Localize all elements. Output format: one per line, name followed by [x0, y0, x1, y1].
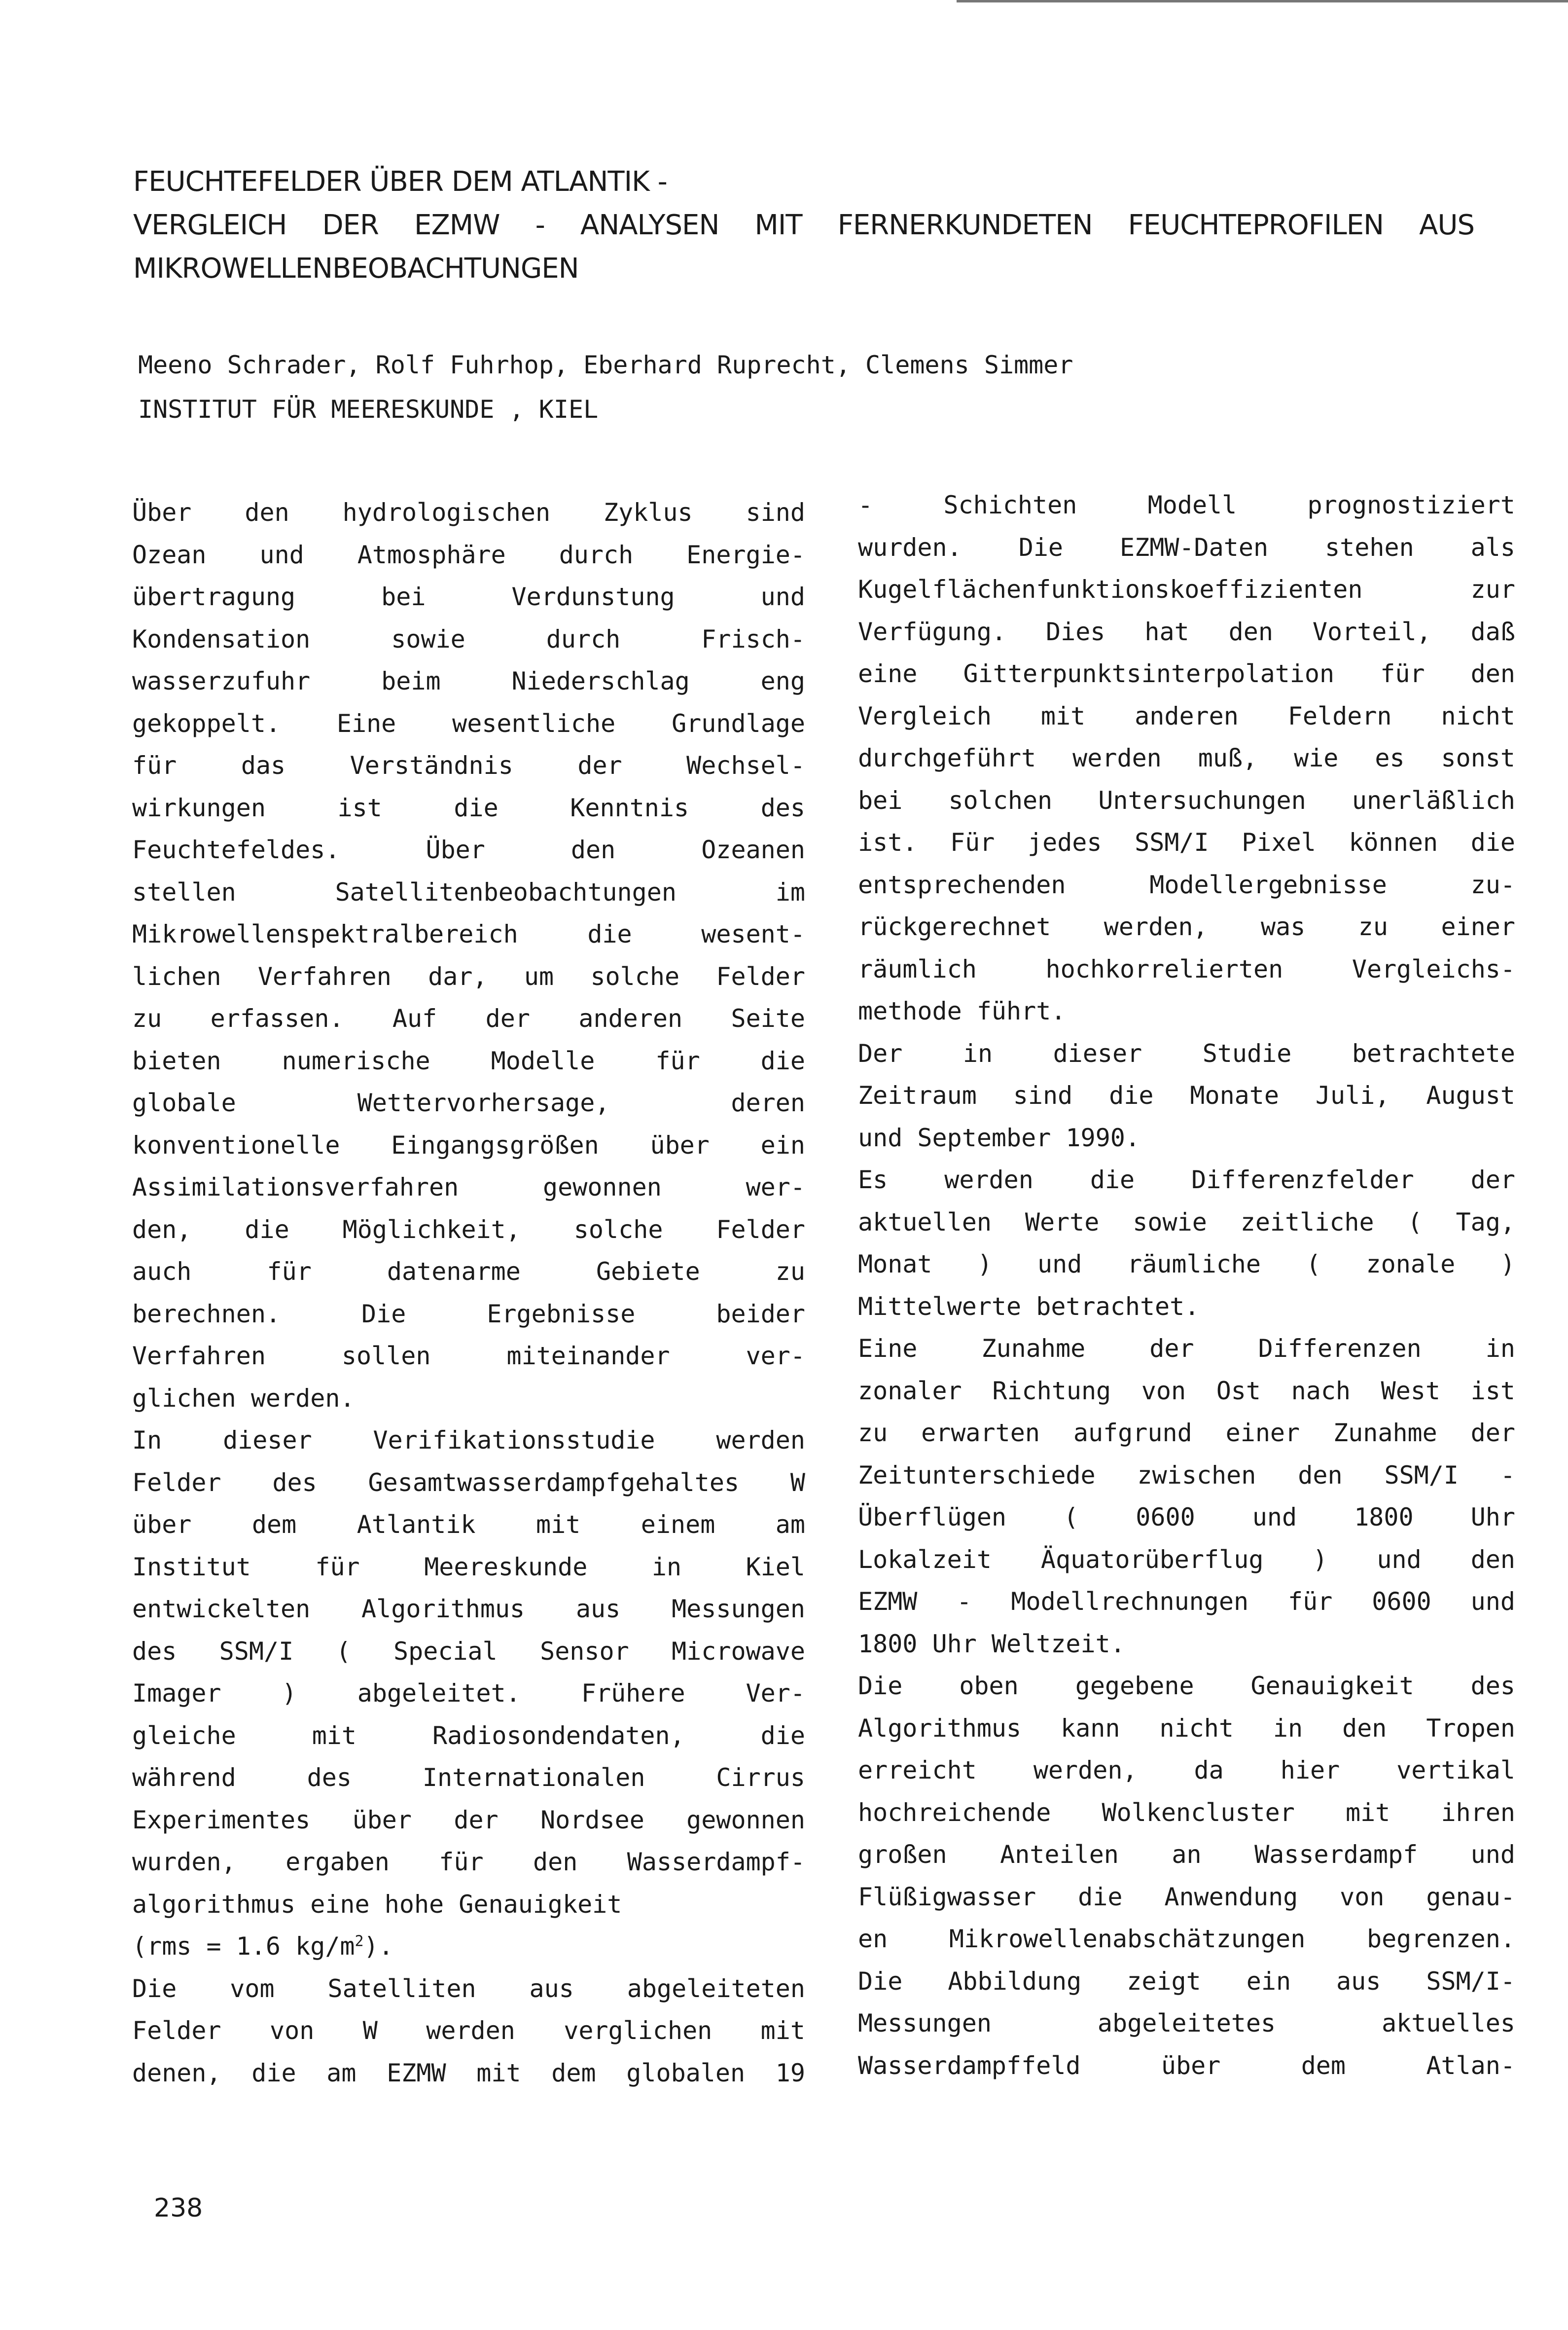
body-line: bieten numerische Modelle für die: [132, 1046, 805, 1075]
body-line: Ozean und Atmosphäre durch Energie-: [132, 540, 805, 569]
body-line: denen, die am EZMW mit dem globalen 19: [132, 2058, 805, 2087]
body-line: algorithmus eine hohe Genauigkeit: [132, 1890, 622, 1919]
body-line: en Mikrowellenabschätzungen begrenzen.: [858, 1925, 1515, 1953]
body-line: für das Verständnis der Wechsel-: [132, 751, 805, 780]
body-line: Über den hydrologischen Zyklus sind: [132, 498, 805, 527]
rms-suffix: ).: [363, 1932, 393, 1961]
body-line: Algorithmus kann nicht in den Tropen: [858, 1713, 1515, 1743]
body-line: Die oben gegebene Genauigkeit des: [858, 1672, 1515, 1700]
body-line: Kondensation sowie durch Frisch-: [132, 624, 805, 654]
author-block: [138, 343, 1073, 432]
top-rule: [957, 0, 1568, 2]
body-line: wurden. Die EZMW-Daten stehen als: [858, 533, 1515, 562]
rms-text: (rms = 1.6 kg/m: [132, 1932, 355, 1961]
page-number: 238: [154, 2193, 203, 2223]
body-line: wurden, ergaben für den Wasserdampf-: [132, 1848, 805, 1876]
body-line: räumlich hochkorrelierten Vergleichs-: [858, 954, 1515, 983]
body-line: Kugelflächenfunktionskoeffizienten zur: [858, 575, 1515, 604]
body-line: des SSM/I ( Special Sensor Microwave: [132, 1637, 805, 1666]
title-line-2: VERGLEICH DER EZMW - ANALYSEN MIT FERNERKUNDETEN FEUCHTEPROFILEN AUS: [133, 209, 1474, 241]
body-line: Felder des Gesamtwasserdampfgehaltes W: [132, 1468, 805, 1497]
body-line: Flüßigwasser die Anwendung von genau-: [858, 1882, 1515, 1911]
body-line: gekoppelt. Eine wesentliche Grundlage: [132, 709, 805, 738]
body-line: durchgeführt werden muß, wie es sonst: [858, 744, 1515, 772]
body-line: Experimentes über der Nordsee gewonnen: [132, 1805, 805, 1834]
body-line: den, die Möglichkeit, solche Felder: [132, 1215, 805, 1244]
body-line: Verfügung. Dies hat den Vorteil, daß: [858, 617, 1515, 646]
body-line: ist. Für jedes SSM/I Pixel können die: [858, 828, 1515, 857]
body-line: entsprechenden Modellergebnisse zu-: [858, 870, 1515, 899]
rms-line: [132, 1926, 805, 1968]
author-list: Meeno Schrader, Rolf Fuhrhop, Eberhard Ruprecht, Clemens Simmer: [138, 351, 1073, 379]
institution: INSTITUT FÜR MEERESKUNDE , KIEL: [138, 395, 599, 424]
body-line: Der in dieser Studie betrachtete: [858, 1039, 1515, 1068]
body-line: Felder von W werden verglichen mit: [132, 2016, 805, 2045]
body-line: eine Gitterpunktsinterpolation für den: [858, 659, 1515, 688]
body-line: und September 1990.: [858, 1123, 1140, 1152]
body-line: Eine Zunahme der Differenzen in: [858, 1334, 1515, 1363]
body-line: gleiche mit Radiosondendaten, die: [132, 1721, 805, 1750]
body-line: Feuchtefeldes. Über den Ozeanen: [132, 836, 805, 864]
body-line: Zeitunterschiede zwischen den SSM/I -: [858, 1460, 1515, 1490]
body-line: zonaler Richtung von Ost nach West ist: [858, 1376, 1515, 1405]
body-line: konventionelle Eingangsgrößen über ein: [132, 1130, 805, 1160]
body-line: über dem Atlantik mit einem am: [132, 1510, 805, 1539]
paper-title: [133, 160, 1474, 291]
body-line: entwickelten Algorithmus aus Messungen: [132, 1595, 805, 1623]
body-line: Mikrowellenspektralbereich die wesent-: [132, 920, 805, 948]
body-line: Mittelwerte betrachtet.: [858, 1292, 1200, 1321]
body-line: Wasserdampffeld über dem Atlan-: [858, 2051, 1515, 2080]
body-line: hochreichende Wolkencluster mit ihren: [858, 1798, 1515, 1827]
body-line: - Schichten Modell prognostiziert: [858, 491, 1515, 519]
body-line: übertragung bei Verdunstung und: [132, 582, 805, 611]
body-line: Die vom Satelliten aus abgeleiteten: [132, 1974, 805, 2003]
body-line: rückgerechnet werden, was zu einer: [858, 912, 1515, 941]
body-line: großen Anteilen an Wasserdampf und: [858, 1840, 1515, 1869]
body-line: Vergleich mit anderen Feldern nicht: [858, 701, 1515, 730]
body-line: globale Wettervorhersage, deren: [132, 1089, 805, 1117]
body-line: 1800 Uhr Weltzeit.: [858, 1629, 1125, 1658]
body-line: Es werden die Differenzfelder der: [858, 1165, 1515, 1194]
body-line: wirkungen ist die Kenntnis des: [132, 793, 805, 822]
left-column: [132, 492, 805, 2094]
body-line: Messungen abgeleitetes aktuelles: [858, 2009, 1515, 2038]
body-line: stellen Satellitenbeobachtungen im: [132, 877, 805, 907]
body-line: zu erfassen. Auf der anderen Seite: [132, 1004, 805, 1033]
body-line: berechnen. Die Ergebnisse beider: [132, 1299, 805, 1328]
body-line: zu erwarten aufgrund einer Zunahme der: [858, 1419, 1515, 1447]
body-line: Zeitraum sind die Monate Juli, August: [858, 1081, 1515, 1110]
body-line: erreicht werden, da hier vertikal: [858, 1756, 1515, 1784]
body-line: Lokalzeit Äquatorüberflug ) und den: [858, 1545, 1515, 1574]
body-line: wasserzufuhr beim Niederschlag eng: [132, 667, 805, 695]
body-line: Überflügen ( 0600 und 1800 Uhr: [858, 1503, 1515, 1531]
body-line: Die Abbildung zeigt ein aus SSM/I-: [858, 1966, 1515, 1996]
body-line: glichen werden.: [132, 1383, 355, 1413]
right-column: [858, 484, 1515, 2087]
rms-superscript: 2: [355, 1932, 364, 1950]
body-line: methode führt.: [858, 997, 1066, 1025]
body-line: Verfahren sollen miteinander ver-: [132, 1342, 805, 1370]
body-line: während des Internationalen Cirrus: [132, 1763, 805, 1792]
body-line: bei solchen Untersuchungen unerläßlich: [858, 786, 1515, 815]
body-line: Imager ) abgeleitet. Frühere Ver-: [132, 1679, 805, 1708]
body-line: lichen Verfahren dar, um solche Felder: [132, 962, 805, 991]
body-line: Institut für Meereskunde in Kiel: [132, 1552, 805, 1581]
body-line: auch für datenarme Gebiete zu: [132, 1257, 805, 1286]
body-line: EZMW - Modellrechnungen für 0600 und: [858, 1587, 1515, 1616]
body-line: Assimilationsverfahren gewonnen wer-: [132, 1173, 805, 1201]
body-line: Monat ) und räumliche ( zonale ): [858, 1250, 1515, 1278]
body-line: aktuellen Werte sowie zeitliche ( Tag,: [858, 1207, 1515, 1237]
body-line: In dieser Verifikationsstudie werden: [132, 1426, 805, 1455]
title-line-1: FEUCHTEFELDER ÜBER DEM ATLANTIK -: [133, 166, 667, 198]
title-line-3: MIKROWELLENBEOBACHTUNGEN: [133, 253, 579, 285]
